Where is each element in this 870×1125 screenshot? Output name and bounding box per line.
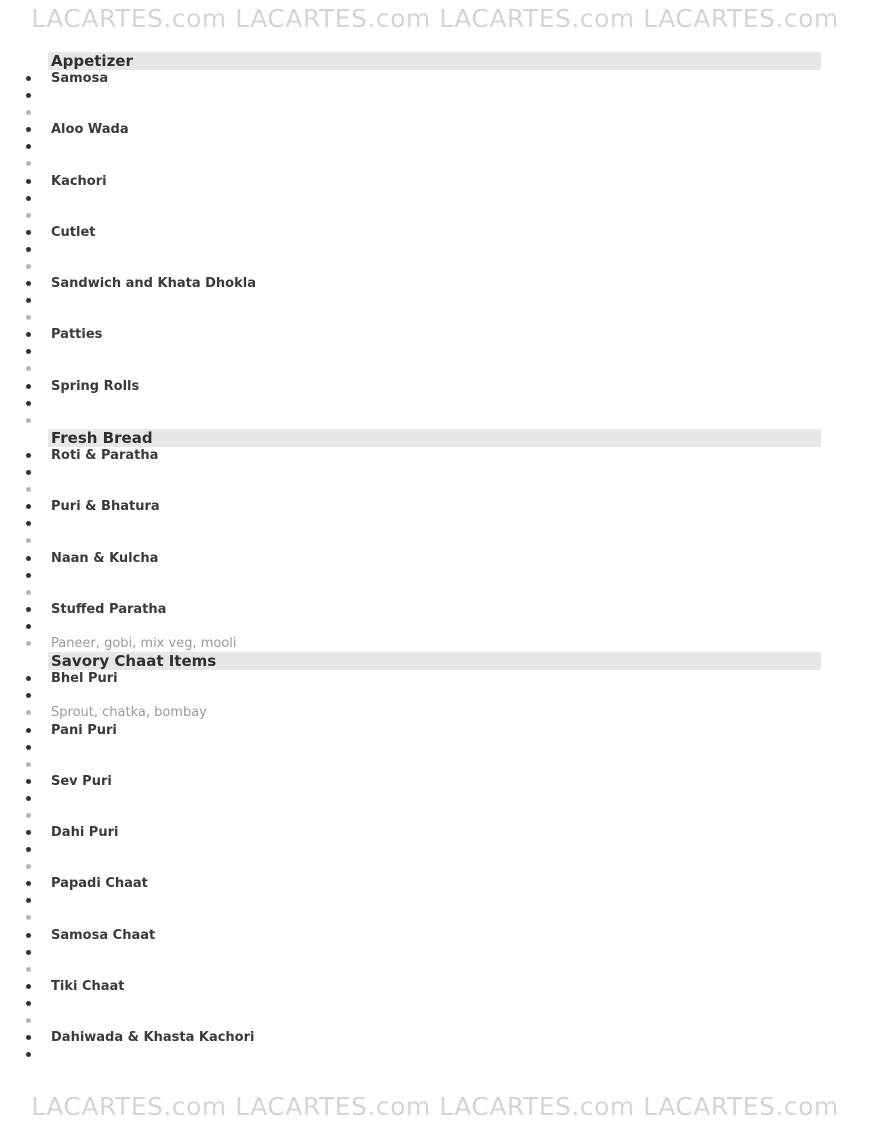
bullet-icon [26,984,31,989]
menu-item [0,670,870,721]
menu-item-name: Naan & Kulcha [51,550,159,566]
sub-bullet-icon [26,641,31,646]
menu-item-name: Puri & Bhatura [51,499,160,515]
menu-item [0,70,870,121]
sub-bullet-icon [26,418,31,423]
bullet-icon [26,881,31,886]
menu-item-name: Tiki Chaat [51,979,125,995]
sub-bullet-icon [26,264,31,269]
bullet-icon [26,573,31,578]
bullet-icon [26,1035,31,1040]
bullet-icon [26,401,31,406]
bullet-icon [26,624,31,629]
bullet-icon [26,127,31,132]
menu-item [0,550,870,601]
bullet-icon [26,950,31,955]
bullet-icon [26,76,31,81]
sub-bullet-icon [26,110,31,115]
bullet-icon [26,830,31,835]
bullet-icon [26,933,31,938]
menu-list [0,52,870,1081]
bullet-icon [26,1052,31,1057]
bullet-icon [26,779,31,784]
sub-bullet-icon [26,315,31,320]
menu-item-name: Spring Rolls [51,378,140,394]
bullet-icon [26,728,31,733]
bullet-icon [26,521,31,526]
sub-bullet-icon [26,915,31,920]
menu-item [0,601,870,652]
bullet-icon [26,676,31,681]
menu-item-name: Sev Puri [51,773,112,789]
menu-item [0,1029,870,1080]
sub-bullet-icon [26,487,31,492]
sub-bullet-icon [26,967,31,972]
watermark-bottom: LACARTES.com LACARTES.com LACARTES.com LACARTES.com [31,1092,839,1121]
bullet-icon [26,196,31,201]
menu-item-name: Roti & Paratha [51,448,159,464]
menu-item [0,875,870,926]
menu-item [0,326,870,377]
sub-bullet-icon [26,538,31,543]
sub-bullet-icon [26,813,31,818]
menu-item-name: Sandwich and Khata Dhokla [51,276,256,292]
bullet-icon [26,898,31,903]
bullet-icon [26,93,31,98]
sub-bullet-icon [26,710,31,715]
menu-item-description: Paneer, gobi, mix veg, mooli [51,635,237,651]
bullet-icon [26,349,31,354]
bullet-icon [26,847,31,852]
bullet-icon [26,144,31,149]
menu-item-name: Aloo Wada [51,122,129,138]
menu-item [0,121,870,172]
menu-item-name: Dahi Puri [51,825,119,841]
bullet-icon [26,384,31,389]
menu-item-name: Kachori [51,173,107,189]
bullet-icon [26,470,31,475]
menu-item [0,824,870,875]
menu-item-name: Dahiwada & Khasta Kachori [51,1030,255,1046]
menu-item [0,722,870,773]
bullet-icon [26,298,31,303]
bullet-icon [26,556,31,561]
menu-item [0,173,870,224]
menu-item [0,498,870,549]
bullet-icon [26,179,31,184]
menu-item-name: Papadi Chaat [51,876,148,892]
sub-bullet-icon [26,590,31,595]
bullet-icon [26,230,31,235]
menu-item-name: Pani Puri [51,722,117,738]
menu-item [0,447,870,498]
sub-bullet-icon [26,213,31,218]
bullet-icon [26,693,31,698]
menu-item-name: Cutlet [51,224,96,240]
section-heading: Fresh Bread [48,429,821,447]
sub-bullet-icon [26,762,31,767]
bullet-icon [26,1001,31,1006]
menu-item-name: Patties [51,327,103,343]
bullet-icon [26,796,31,801]
menu-item [0,927,870,978]
menu-item-name: Bhel Puri [51,671,118,687]
sub-bullet-icon [26,161,31,166]
bullet-icon [26,745,31,750]
bullet-icon [26,607,31,612]
bullet-icon [26,281,31,286]
menu-item [0,978,870,1029]
menu-item-description: Sprout, chatka, bombay [51,705,207,721]
menu-item-name: Samosa Chaat [51,927,156,943]
sub-bullet-icon [26,366,31,371]
sub-bullet-icon [26,864,31,869]
section-heading: Savory Chaat Items [48,652,821,670]
watermark-top: LACARTES.com LACARTES.com LACARTES.com LACARTES.com [31,4,839,33]
menu-item [0,378,870,429]
bullet-icon [26,247,31,252]
menu-item-name: Stuffed Paratha [51,601,167,617]
menu-item [0,275,870,326]
sub-bullet-icon [26,1018,31,1023]
menu-item-name: Samosa [51,71,109,86]
section-heading: Appetizer [48,52,821,70]
menu-item [0,224,870,275]
bullet-icon [26,332,31,337]
bullet-icon [26,504,31,509]
menu-item [0,773,870,824]
bullet-icon [26,453,31,458]
